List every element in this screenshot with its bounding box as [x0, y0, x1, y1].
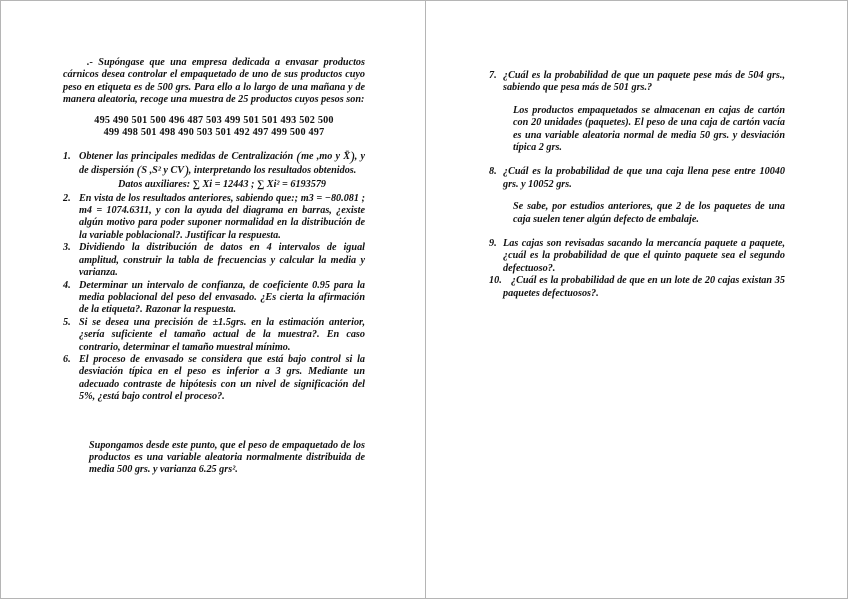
question-item — [489, 275, 785, 300]
question-text: ¿Cuál es la probabilidad de que en un lote de 20 cajas existan 35 paquetes defectuosos?. — [503, 275, 785, 299]
question-text-part: , interpretando los resultados obtenidos. — [188, 164, 357, 176]
page-divider — [425, 1, 426, 598]
question-item — [489, 70, 785, 95]
question-text: El proceso de envasado se considera que está bajo control si la desviación típica en el peso es inferior a 3 grs. Mediante un adecuado contraste de hipótesis con un nivel de significación del 5%, ¿está bajo control el proceso?. — [79, 353, 365, 403]
question-item — [489, 238, 785, 275]
left-page — [63, 57, 365, 477]
question-text: Las cajas son revisadas sacando la mercancía paquete a paquete, ¿cuál es la probabilidad de que el quinto paquete sea el segundo defectuoso?. — [503, 238, 785, 274]
weights-line-2: 499 498 501 498 490 503 501 492 497 499 500 497 — [103, 127, 325, 139]
question-number: 8. — [489, 166, 497, 178]
question-number: 5. — [63, 316, 71, 328]
central-measures-formula: me ,mo y X̄ — [301, 151, 351, 163]
question-text-part: Obtener las principales medidas de Centralización — [79, 151, 294, 163]
question-number: 9. — [489, 238, 497, 250]
question-text: En vista de los resultados anteriores, sabiendo que:; m3 = −80.081 ; m4 = 1074.6311, y con la ayuda del diagrama en barras, ¿existe algún motivo para poder suponer normalidad en la distribución de la variable poblacional?. Justificar la respuesta. — [79, 192, 365, 241]
left-question-list — [63, 151, 365, 403]
dispersion-formula: S ,S² y CV — [141, 164, 185, 176]
question-number: 6. — [63, 353, 71, 365]
right-page — [489, 70, 785, 300]
question-text: Determinar un intervalo de confianza, de coeficiente 0.95 para la media poblacional del peso del envasado. ¿Es cierta la afirmación de la etiqueta?. Razonar la respuesta. — [79, 279, 365, 316]
right-question-list — [489, 70, 785, 95]
intro-paragraph: .- Supóngase que una empresa dedicada a envasar productos cárnicos desea controlar el empaquetado de uno de sus productos cuyo peso en etiqueta es de 500 grs. Para ello a lo largo de una mañana y de manera aleatoria, recoge una muestra de 25 productos cuyos pesos son: — [63, 57, 365, 106]
boxes-paragraph: Los productos empaquetados se almacenan en cajas de cartón con 20 unidades (paquetes). El peso de una caja de cartón vacía es una variable aleatoria normal de media 50 grs. y desviación típica 2 grs. — [513, 104, 785, 154]
sample-weights — [63, 115, 365, 140]
question-item — [63, 242, 365, 279]
question-item: 1. Obtener las principales medidas de Centralización (me ,mo y X̄), y de dispersión (S ,S² y CV), interpretando los resultados obtenidos. Datos auxiliares: ∑ Xi = 12443 ; ∑ Xi² = 6193579 — [63, 150, 366, 191]
question-number: 7. — [489, 70, 497, 81]
question-text: ¿Cuál es la probabilidad de que un paquete pese más de 504 grs., sabiendo que pesa más de 501 grs.? — [503, 70, 785, 94]
question-item — [63, 280, 365, 317]
question-number: 1. — [63, 151, 71, 163]
question-number: 10. — [489, 275, 502, 287]
question-item — [63, 193, 365, 243]
weights-line-1: 495 490 501 500 496 487 503 499 501 501 493 502 500 — [94, 114, 334, 126]
question-item — [63, 354, 365, 404]
question-text: Dividiendo la distribución de datos en 4 intervalos de igual amplitud, construir la tabla de frecuencias y calcular la media y varianza. — [79, 242, 365, 279]
question-item — [63, 317, 365, 354]
defect-paragraph: Se sabe, por estudios anteriores, que 2 de los paquetes de una caja suelen tener algún defecto de embalaje. — [513, 201, 785, 225]
question-text: ¿Cuál es la probabilidad de que una caja llena pese entre 10040 grs. y 10052 grs. — [503, 166, 785, 190]
question-text-part: , y de dispersión — [79, 151, 366, 176]
question-number: 2. — [63, 192, 71, 204]
question-text: Si se desea una precisión de ±1.5grs. en la estimación anterior, ¿sería suficiente el tamaño actual de la muestra?. En caso contrario, determinar el tamaño muestral mínimo. — [79, 316, 365, 353]
question-number: 4. — [63, 279, 71, 291]
assumption-paragraph: Supongamos desde este punto, que el peso de empaquetado de los productos es una variable aleatoria normalmente distribuida de media 500 grs. y varianza 6.25 grs². — [89, 439, 365, 476]
auxiliary-data: Datos auxiliares: ∑ Xi = 12443 ; ∑ Xi² = 6193579 — [117, 179, 327, 191]
question-item — [489, 166, 785, 191]
question-number: 3. — [63, 242, 71, 254]
